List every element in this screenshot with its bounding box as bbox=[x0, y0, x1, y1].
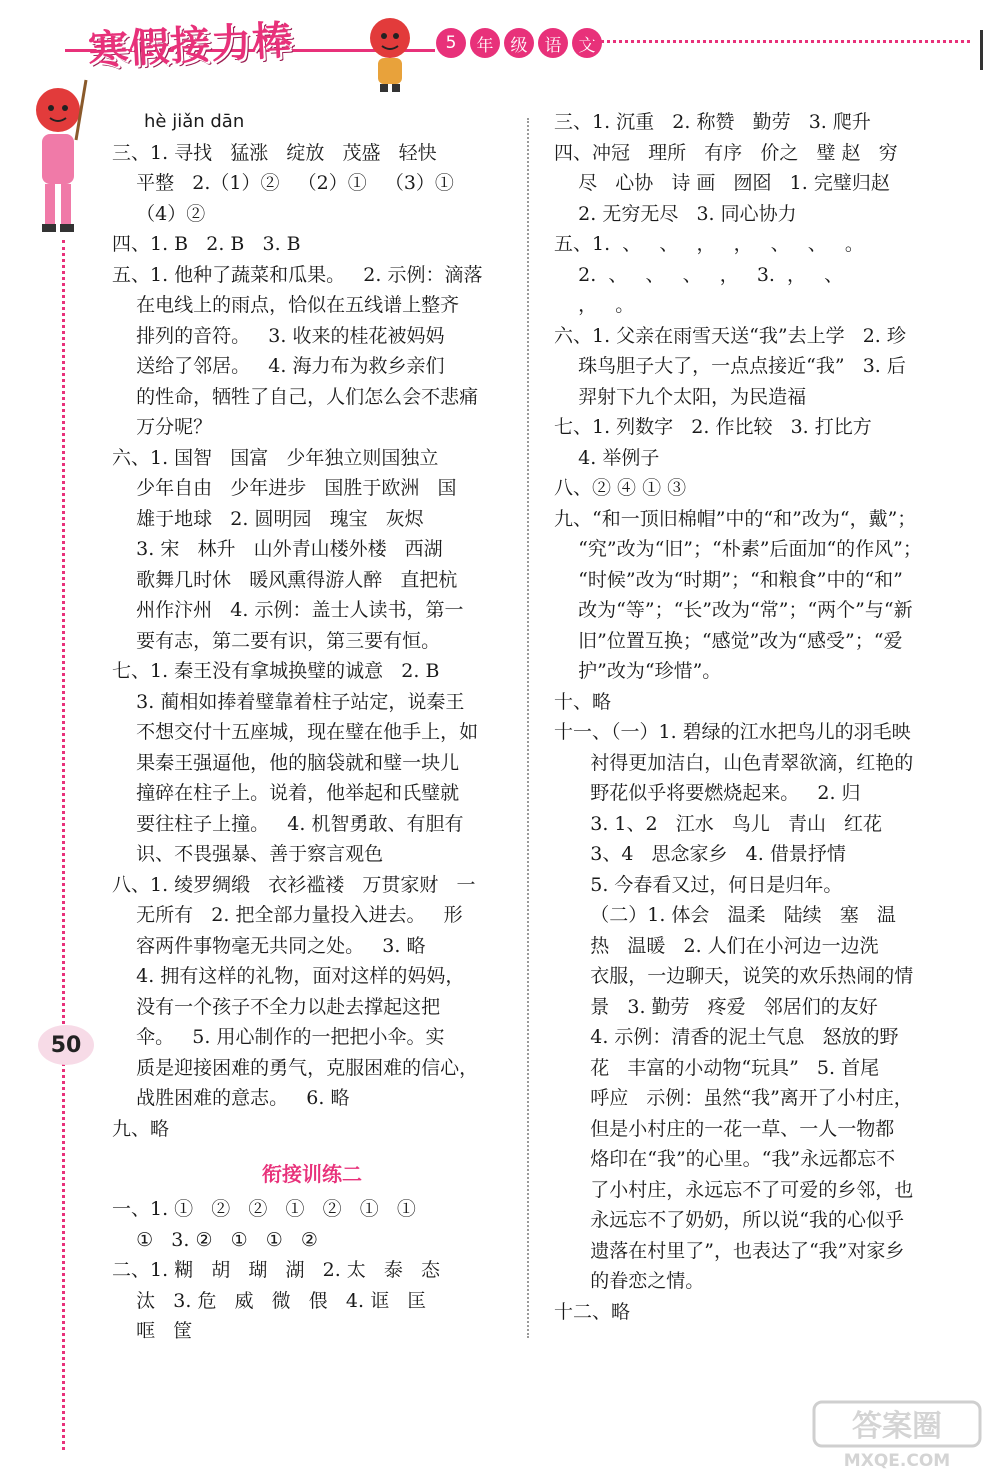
answer-line: 在电线上的雨点，恰似在五线谱上整齐 bbox=[112, 294, 460, 316]
answer-line: 六、1. 国智 国富 少年独立则国独立 bbox=[112, 446, 439, 469]
answer-line: 雄于地球 2. 圆明园 瑰宝 灰烬 bbox=[112, 507, 424, 530]
answer-line: 热 温暖 2. 人们在小河边一边洗 bbox=[554, 934, 879, 957]
answer-line: 七、1. 秦王没有拿城换璧的诚意 2. B bbox=[112, 660, 440, 682]
answer-line: 十、略 bbox=[554, 690, 612, 713]
answer-line: 八、1. 绫罗绸缎 衣衫褴褛 万贯家财 一 bbox=[112, 873, 476, 896]
mascot-head-icon bbox=[358, 14, 422, 94]
section-title: 衔接训练二 bbox=[262, 1162, 362, 1186]
page-header bbox=[0, 0, 1000, 110]
answer-line: 三、1. 寻找 猛涨 绽放 茂盛 轻快 bbox=[112, 141, 437, 164]
answer-line: 十一、（一）1. 碧绿的江水把鸟儿的羽毛映 bbox=[554, 721, 911, 743]
answer-line: 六、1. 父亲在雨雪天送“我”去上学 2. 珍 bbox=[554, 324, 906, 347]
answer-line: 3、4 思念家乡 4. 借景抒情 bbox=[554, 843, 846, 865]
badge-subject-char-2: 文 bbox=[572, 28, 602, 58]
answer-line: 九、略 bbox=[112, 1117, 170, 1140]
answer-line: 州作汴州 4. 示例：盖士人读书，第一 bbox=[112, 599, 464, 621]
answer-line: 二、1. 糊 胡 瑚 湖 2. 太 泰 态 bbox=[112, 1259, 441, 1281]
answer-line: 少年自由 少年进步 国胜于欧洲 国 bbox=[112, 477, 457, 499]
left-answers-part2 bbox=[112, 1194, 512, 1347]
answer-line: 2. 无穷无尽 3. 同心协力 bbox=[554, 202, 797, 225]
answer-line: 战胜困难的意志。 6. 略 bbox=[112, 1087, 350, 1109]
answer-line: 四、1. B 2. B 3. B bbox=[112, 233, 301, 255]
answer-line: 七、1. 列数字 2. 作比较 3. 打比方 bbox=[554, 416, 872, 438]
column-divider bbox=[527, 118, 529, 1338]
answer-line: 3. 蔺相如捧着璧靠着柱子站定，说秦王 bbox=[112, 690, 465, 713]
answer-line: 3. 宋 林升 山外青山楼外楼 西湖 bbox=[112, 538, 443, 560]
answer-line: 九、“和一顶旧棉帽”中的“和”改为“，戴”； bbox=[554, 507, 917, 530]
answer-line: 平整 2.（1）② （2）① （3）① bbox=[112, 172, 454, 194]
answer-line: 旧”位置互换；“感觉”改为“感受”；“爱 bbox=[554, 629, 903, 652]
answer-line: ① 3. ② ① ① ② bbox=[112, 1228, 318, 1251]
answer-line: 果秦王强逼他，他的脑袋就和璧一块儿 bbox=[112, 751, 460, 774]
answer-line: 的性命，牺牲了自己，人们怎么会不悲痛 bbox=[112, 385, 479, 408]
answer-line: 护”改为“珍惜”。 bbox=[554, 660, 722, 682]
answer-line: 遗落在村里了”，也表达了“我”对家乡 bbox=[554, 1239, 905, 1262]
badge-grade-number: 5 bbox=[436, 28, 466, 58]
answer-line: 2. 、 、 、 ， 3. ， 、 bbox=[554, 263, 844, 286]
answer-line: 烙印在“我”的心里。“我”永远都忘不 bbox=[554, 1148, 896, 1170]
answer-line: 容两件事物毫无共同之处。 3. 略 bbox=[112, 934, 426, 957]
answer-line: 4. 举例子 bbox=[554, 446, 660, 469]
answer-line: 4. 示例：清香的泥土气息 怒放的野 bbox=[554, 1026, 899, 1048]
badge-grade-char: 年 bbox=[470, 28, 500, 58]
answer-line: 珠鸟胆子大了，一点点接近“我” 3. 后 bbox=[554, 355, 906, 377]
answer-line: 无所有 2. 把全部力量投入进去。 形 bbox=[112, 904, 463, 926]
answer-line: 万分呢？ bbox=[112, 416, 213, 438]
answer-line: 要往柱子上撞。 4. 机智勇敢、有胆有 bbox=[112, 812, 464, 835]
answer-line: 呼应 示例：虽然“我”离开了小村庄， bbox=[554, 1087, 913, 1109]
answer-line: 但是小村庄的一花一草、一人一物都 bbox=[554, 1117, 895, 1140]
answer-line: 的眷恋之情。 bbox=[554, 1270, 705, 1292]
answer-line: 识、不畏强暴、善于察言观色 bbox=[112, 843, 384, 865]
answer-line: 四、冲冠 理所 有序 价之 璧 赵 穷 bbox=[554, 141, 898, 164]
answer-line: 衣服，一边聊天，说笑的欢乐热闹的情 bbox=[554, 965, 914, 987]
answer-line: 永远忘不了奶奶，所以说“我的心似乎 bbox=[554, 1209, 904, 1231]
answer-line: 一、1. ① ② ② ① ② ① ① bbox=[112, 1198, 416, 1220]
answer-line: 汰 3. 危 威 微 偎 4. 诓 匡 bbox=[112, 1289, 427, 1312]
left-answers bbox=[112, 138, 512, 1145]
answer-line: 羿射下九个太阳，为民造福 bbox=[554, 385, 807, 408]
answer-line: 5. 今春看又过，何日是归年。 bbox=[554, 873, 843, 896]
answer-line: “时候”改为“时期”；“和粮食”中的“和” bbox=[554, 568, 903, 591]
answer-line: 质是迎接困难的勇气，克服困难的信心， bbox=[112, 1056, 479, 1079]
answer-line: 排列的音符。 3. 收来的桂花被妈妈 bbox=[112, 324, 445, 347]
mascot-figure-icon bbox=[28, 70, 88, 250]
answer-line: 八、② ④ ① ③ bbox=[554, 477, 687, 499]
badge-level-char: 级 bbox=[504, 28, 534, 58]
answer-line: 十二、略 bbox=[554, 1300, 631, 1323]
answer-line: “究”改为“旧”；“朴素”后面加“的作风”； bbox=[554, 538, 922, 560]
badge-subject-char-1: 语 bbox=[538, 28, 568, 58]
banner-title: 寒假接力棒 bbox=[87, 17, 295, 75]
answer-line: 歌舞几时休 暖风熏得游人醉 直把杭 bbox=[112, 568, 458, 591]
answer-line: ， 。 bbox=[554, 294, 635, 316]
answer-line: 哐 筐 bbox=[112, 1320, 193, 1342]
svg-text:答案圈: 答案圈 bbox=[852, 1409, 942, 1444]
pinyin-line: hè jiǎn dān bbox=[144, 111, 245, 132]
answer-line: 五、1. 他种了蔬菜和瓜果。 2. 示例：滴落 bbox=[112, 263, 483, 286]
header-dotted-rule bbox=[590, 40, 970, 43]
answer-line: 撞碎在柱子上。说着，他举起和氏璧就 bbox=[112, 782, 460, 804]
answer-line: 了小村庄，永远忘不了可爱的乡邻，也 bbox=[554, 1178, 914, 1201]
answer-line: 4. 拥有这样的礼物，面对这样的妈妈， bbox=[112, 965, 465, 987]
answer-line: 衬得更加洁白，山色青翠欲滴，红艳的 bbox=[554, 751, 914, 774]
answer-line: 没有一个孩子不全力以赴去撑起这把 bbox=[112, 995, 441, 1018]
page-number: 50 bbox=[38, 1025, 94, 1065]
right-column bbox=[554, 107, 954, 1327]
answer-line: 景 3. 勤劳 疼爱 邻居们的友好 bbox=[554, 995, 878, 1018]
svg-text:MXQE.COM: MXQE.COM bbox=[843, 1451, 951, 1470]
answer-line: 伞。 5. 用心制作的一把把小伞。实 bbox=[112, 1026, 445, 1048]
watermark-logo-icon bbox=[812, 1400, 982, 1470]
grade-subject-badges bbox=[436, 28, 602, 58]
answer-line: 送给了邻居。 4. 海力布为救乡亲们 bbox=[112, 355, 445, 377]
answer-line: 野花似乎将要燃烧起来。 2. 归 bbox=[554, 782, 861, 804]
answer-line: 尽 心协 诗 画 囫囵 1. 完璧归赵 bbox=[554, 172, 890, 194]
answer-line: （二）1. 体会 温柔 陆续 塞 温 bbox=[554, 904, 896, 926]
left-column bbox=[112, 107, 512, 1347]
answer-line: 3. 1、2 江水 鸟儿 青山 红花 bbox=[554, 812, 883, 835]
answer-line: 要有志，第二要有识，第三要有恒。 bbox=[112, 629, 441, 652]
answer-line: 不想交付十五座城，现在璧在他手上，如 bbox=[112, 721, 479, 743]
answer-line: 花 丰富的小动物“玩具” 5. 首尾 bbox=[554, 1056, 880, 1079]
right-edge-mark bbox=[980, 30, 983, 70]
answer-line: （4）② bbox=[112, 202, 206, 225]
answer-line: 三、1. 沉重 2. 称赞 勤劳 3. 爬升 bbox=[554, 111, 871, 133]
answer-line: 改为“等”；“长”改为“常”；“两个”与“新 bbox=[554, 599, 913, 621]
left-margin-dotted-rule bbox=[62, 240, 65, 1450]
answer-line: 五、1. 、 、 ， ， 、 、 。 bbox=[554, 233, 864, 255]
